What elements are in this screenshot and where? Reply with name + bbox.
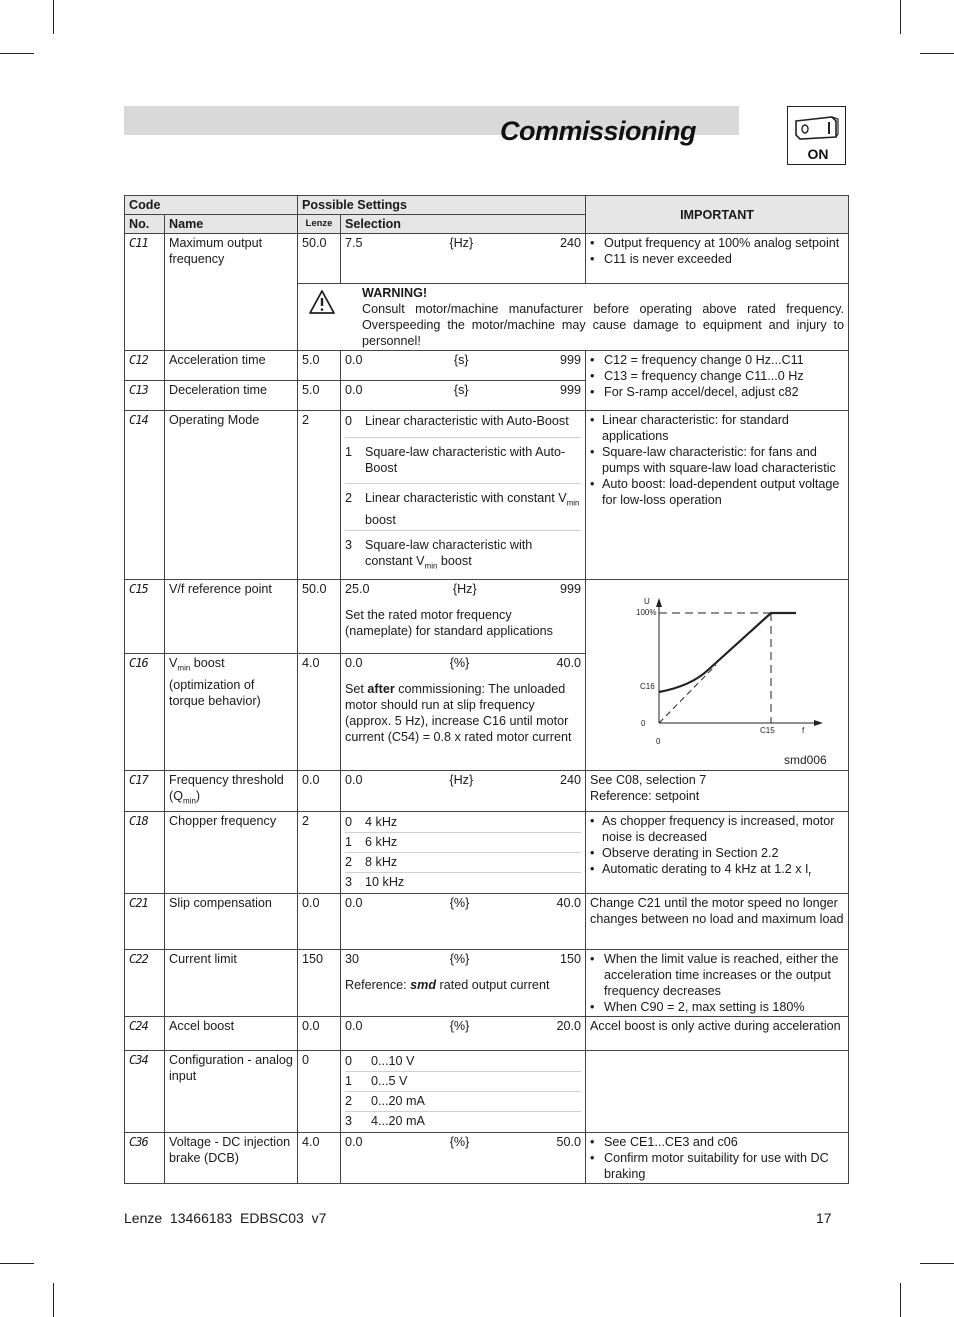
diagram-c16-label: C16	[640, 682, 655, 692]
list-item: • See CE1...CE3 and c06	[590, 1134, 844, 1150]
range-max: 150	[560, 951, 582, 966]
range-max: 40.0	[556, 895, 582, 910]
selection-c22	[341, 949, 586, 1016]
crop-mark	[0, 53, 34, 54]
range-unit: {s}	[453, 353, 469, 367]
lenze-c14: 2	[298, 411, 341, 580]
option-item: 1 Square-law characteristic with Auto-Boost	[345, 438, 581, 485]
lenze-c22: 150	[298, 949, 341, 1016]
option-item: 3 4...20 mA	[345, 1113, 425, 1128]
note-c15: Set the rated motor frequency (nameplate) for standard applications	[345, 608, 553, 639]
table-row-c12	[125, 351, 849, 381]
range-min: 0.0	[345, 773, 363, 788]
header-lenze: Lenze	[298, 215, 341, 234]
code-c13: C13	[125, 381, 165, 411]
range-min: 0.0	[345, 383, 363, 397]
option-item: 3 Square-law characteristic with constant $V_{min}$ boost	[345, 537, 533, 571]
range-max: 240	[560, 773, 582, 788]
code-c18: C18	[125, 811, 165, 893]
lenze-c24: 0.0	[298, 1016, 341, 1050]
list-item: • Automatic derating to 4 kHz at 1.2 x $I_r$	[590, 861, 844, 883]
code-c15: C15	[125, 580, 165, 654]
range-max: 240	[560, 236, 582, 250]
list-item: • Output frequency at 100% analog setpoint	[590, 235, 844, 251]
header-selection: Selection	[341, 215, 586, 234]
selection-c17	[341, 771, 586, 812]
diagram-f-label: f	[802, 726, 805, 736]
crop-mark	[920, 53, 954, 54]
range-max: 40.0	[556, 656, 582, 671]
crop-mark	[53, 0, 54, 34]
table-row-c22	[125, 949, 849, 1016]
header-name: Name	[165, 215, 298, 234]
range-min: 0.0	[345, 895, 363, 910]
table-row-c18	[125, 811, 849, 893]
range-max: 50.0	[556, 1134, 582, 1149]
footer-page-number: 17	[816, 1210, 832, 1226]
list-item: • C11 is never exceeded	[590, 251, 844, 267]
name-c24: Accel boost	[165, 1016, 298, 1050]
important-c22	[586, 949, 849, 1016]
list-item: • Linear characteristic: for standard applications	[590, 412, 844, 444]
name-c15: V/f reference point	[165, 580, 298, 654]
important-line: See C08, selection 7	[590, 773, 707, 788]
important-c36	[586, 1132, 849, 1183]
vf-characteristic-diagram	[586, 580, 848, 770]
lenze-c12: 5.0	[298, 351, 341, 381]
range-unit: {%}	[449, 1134, 470, 1149]
range-unit: {Hz}	[449, 773, 474, 788]
code-c16: C16	[125, 654, 165, 771]
lenze-c15: 50.0	[298, 580, 341, 654]
option-item: 0 Linear characteristic with Auto-Boost	[345, 412, 581, 438]
code-c34: C34	[125, 1050, 165, 1132]
crop-mark	[900, 0, 901, 34]
important-c17	[586, 771, 849, 812]
list-item: • Auto boost: load-dependent output voltage for low-loss operation	[590, 476, 844, 508]
code-c24: C24	[125, 1016, 165, 1050]
option-item: 3 10 kHz	[345, 874, 405, 889]
diagram-caption: smd006	[784, 753, 827, 768]
range-unit: {Hz}	[452, 582, 477, 597]
range-unit: {Hz}	[449, 236, 474, 250]
name-c22: Current limit	[165, 949, 298, 1016]
selection-c16	[341, 654, 586, 771]
name-c14: Operating Mode	[165, 411, 298, 580]
selection-c12	[341, 351, 586, 381]
table-row-c15	[125, 580, 849, 654]
list-item: • As chopper frequency is increased, motor noise is decreased	[590, 813, 844, 845]
list-item: • For S-ramp accel/decel, adjust c82	[590, 384, 844, 400]
name-c12: Acceleration time	[165, 351, 298, 381]
note-c16: Set after commissioning: The unloaded motor should run at slip frequency (approx. 5 Hz), increase C16 until motor current (C54) = 0.8 x rated motor current	[345, 682, 572, 745]
parameter-table	[124, 195, 849, 1184]
header-code: Code	[125, 196, 298, 215]
range-unit: {s}	[453, 383, 469, 397]
important-line: Reference: setpoint	[590, 789, 700, 804]
lenze-c16: 4.0	[298, 654, 341, 771]
selection-c24	[341, 1016, 586, 1050]
power-switch-icon	[787, 106, 846, 165]
option-item: 2 0...20 mA	[345, 1092, 581, 1112]
code-c22: C22	[125, 949, 165, 1016]
diagram-c15-label: C15	[760, 726, 775, 736]
list-item: • C13 = frequency change C11...0 Hz	[590, 368, 844, 384]
range-max: 999	[560, 353, 582, 367]
lenze-c13: 5.0	[298, 381, 341, 411]
option-item: 1 6 kHz	[345, 833, 581, 853]
important-c11	[586, 234, 849, 284]
name-c13: Deceleration time	[165, 381, 298, 411]
important-c24: Accel boost is only active during acceleration	[586, 1016, 849, 1050]
code-c12: C12	[125, 351, 165, 381]
diagram-zero-y-label: 0	[641, 719, 646, 729]
code-c36: C36	[125, 1132, 165, 1183]
warning-title: WARNING!	[362, 286, 428, 300]
diagram-zero-x-label: 0	[656, 737, 661, 747]
list-item: • Confirm motor suitability for use with DC braking	[590, 1150, 844, 1182]
range-min: 25.0	[345, 582, 370, 597]
selection-c21	[341, 893, 586, 949]
selection-c11	[341, 234, 586, 284]
code-c14: C14	[125, 411, 165, 580]
option-item: 2 8 kHz	[345, 853, 581, 873]
warning-triangle-icon	[302, 285, 342, 349]
list-item: • When the limit value is reached, either the acceleration time increases or the output frequency decreases	[590, 951, 844, 999]
range-min: 0.0	[345, 656, 363, 671]
range-unit: {%}	[449, 895, 470, 910]
table-row-c24	[125, 1016, 849, 1050]
lenze-c17: 0.0	[298, 771, 341, 812]
crop-mark	[900, 1283, 901, 1317]
range-min: 0.0	[345, 1134, 363, 1149]
option-item: 0 4 kHz	[345, 813, 581, 833]
range-min: 7.5	[345, 236, 363, 250]
list-item: • Square-law characteristic: for fans and pumps with square-law load characteristic	[590, 444, 844, 476]
important-c34	[586, 1050, 849, 1132]
important-c18	[586, 811, 849, 893]
lenze-c36: 4.0	[298, 1132, 341, 1183]
code-c11: C11	[125, 234, 165, 351]
option-item: 2 Linear characteristic with constant $V_{min}$ boost	[345, 484, 581, 531]
name-c34: Configuration - analog input	[165, 1050, 298, 1132]
code-c21: C21	[125, 893, 165, 949]
lenze-c34: 0	[298, 1050, 341, 1132]
crop-mark	[0, 1263, 34, 1264]
diagram-100pct-label: 100%	[636, 608, 657, 618]
header-no: No.	[125, 215, 165, 234]
selection-c34	[341, 1050, 586, 1132]
selection-c15	[341, 580, 586, 654]
selection-c36	[341, 1132, 586, 1183]
table-row-c34	[125, 1050, 849, 1132]
table-row-c17	[125, 771, 849, 812]
switch-on-label: ON	[807, 146, 829, 162]
name-c21: Slip compensation	[165, 893, 298, 949]
list-item: • Observe derating in Section 2.2	[590, 845, 844, 861]
header-important: IMPORTANT	[586, 196, 849, 234]
table-row-c21	[125, 893, 849, 949]
important-c14	[586, 411, 849, 580]
selection-c14	[341, 411, 586, 580]
diagram-u-label: U	[644, 597, 650, 607]
selection-c13	[341, 381, 586, 411]
crop-mark	[920, 1263, 954, 1264]
name-c36: Voltage - DC injection brake (DCB)	[165, 1132, 298, 1183]
range-unit: {%}	[449, 656, 470, 671]
option-item: 1 0...5 V	[345, 1072, 581, 1092]
name-c16: $V_{min}$ boost (optimization of torque behavior)	[165, 654, 298, 771]
important-c12-c13	[586, 351, 849, 411]
range-max: 20.0	[556, 1018, 582, 1033]
lenze-c21: 0.0	[298, 893, 341, 949]
crop-mark	[53, 1283, 54, 1317]
lenze-c11: 50.0	[298, 234, 341, 284]
range-min: 30	[345, 951, 360, 966]
code-c17: C17	[125, 771, 165, 812]
important-c21: Change C21 until the motor speed no longer changes between no load and maximum load	[586, 893, 849, 949]
range-min: 0.0	[345, 1018, 363, 1033]
range-unit: {%}	[449, 1018, 470, 1033]
footer-doc-id: Lenze 13466183 EDBSC03 v7	[124, 1210, 327, 1226]
table-row-c11	[125, 234, 849, 284]
selection-c18	[341, 811, 586, 893]
warning-cell	[298, 284, 849, 351]
list-item: • C12 = frequency change 0 Hz...C11	[590, 352, 844, 368]
table-row-c36	[125, 1132, 849, 1183]
list-item: • When C90 = 2, max setting is 180%	[590, 999, 844, 1015]
vf-diagram-cell	[586, 580, 849, 771]
option-item: 0 0...10 V	[345, 1052, 581, 1072]
note-c22: Reference: smd rated output current	[345, 977, 550, 992]
warning-text: Consult motor/machine manufacturer before operating above rated frequency. Overspeeding the motor/machine may cause damage to equipment and injury to personnel!	[362, 302, 845, 348]
range-min: 0.0	[345, 353, 363, 367]
table-row-c14	[125, 411, 849, 580]
header-possible-settings: Possible Settings	[298, 196, 586, 215]
range-unit: {%}	[449, 951, 470, 966]
range-max: 999	[560, 383, 582, 397]
name-c17: Frequency threshold $(Q_{min})$	[165, 771, 298, 812]
name-c18: Chopper frequency	[165, 811, 298, 893]
range-max: 999	[560, 582, 582, 597]
page-title: Commissioning	[500, 116, 697, 146]
name-c11: Maximum output frequency	[165, 234, 298, 351]
lenze-c18: 2	[298, 811, 341, 893]
